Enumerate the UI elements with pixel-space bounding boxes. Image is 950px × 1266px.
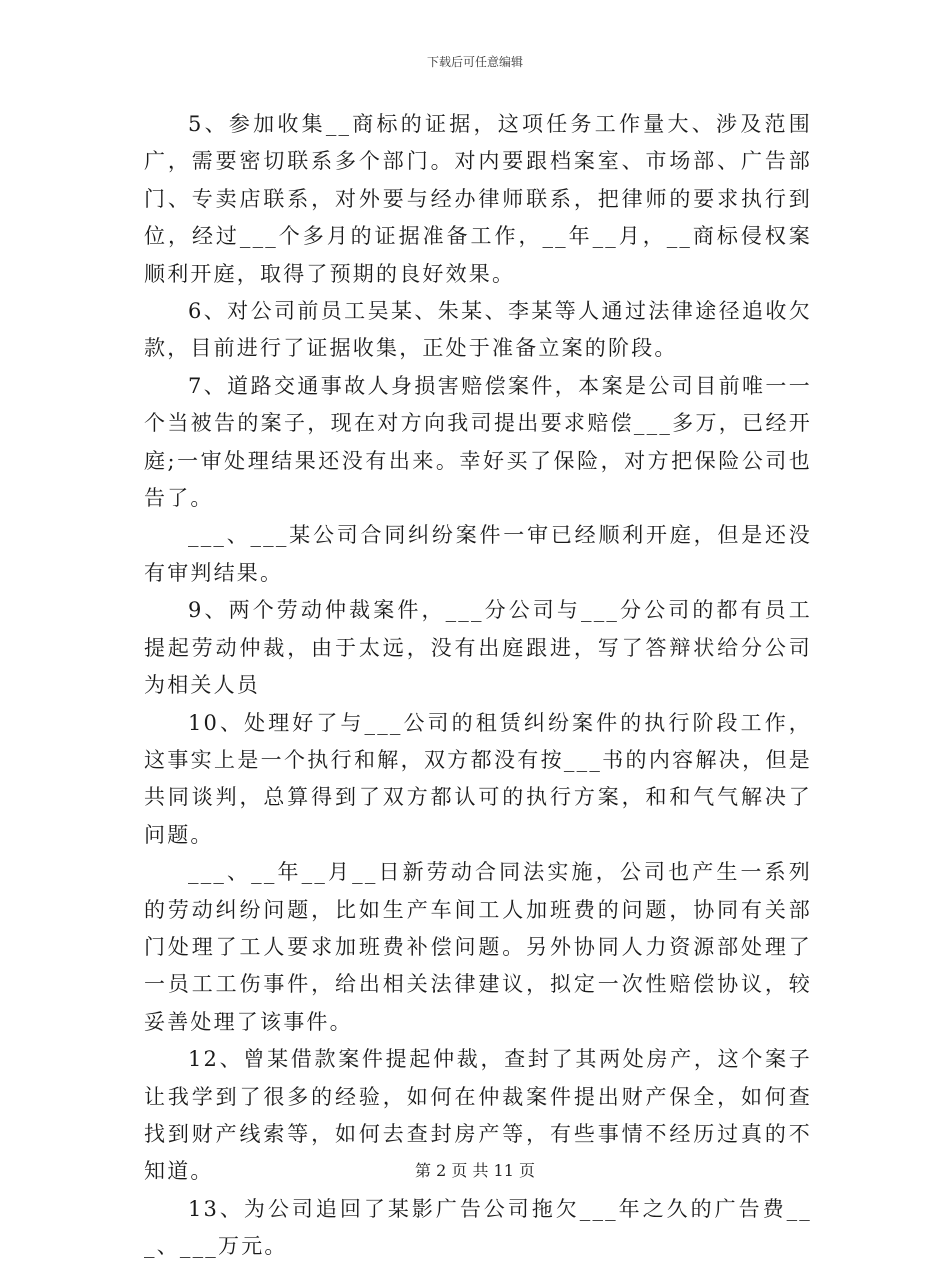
paragraph-item-8: ___、___某公司合同纠纷案件一审已经顺利开庭，但是还没有审判结果。 <box>144 523 812 585</box>
paragraph-item-11: ___、__年__月__日新劳动合同法实施，公司也产生一系列的劳动纠纷问题，比如生产车间工人加班费的问题，协同有关部门处理了工人要求加班费补偿问题。另外协同人力资源部处理了一员工工伤事件，给出相关法律建议，拟定一次性赔偿协议，较妥善处理了该事件。 <box>144 860 812 1034</box>
paragraph-item-9: 9、两个劳动仲裁案件，___分公司与___分公司的都有员工提起劳动仲裁，由于太远，没有出庭跟进，写了答辩状给分公司为相关人员 <box>144 598 812 698</box>
paragraph-item-5: 5、参加收集__商标的证据，这项任务工作量大、涉及范围广，需要密切联系多个部门。对内要跟档案室、市场部、广告部门、专卖店联系，对外要与经办律师联系，把律师的要求执行到位，经过___个多月的证据准备工作，__年__月，__商标侵权案顺利开庭，取得了预期的良好效果。 <box>144 112 812 286</box>
page-indicator: 第 2 页 共 11 页 <box>415 1161 535 1180</box>
paragraph-item-12: 12、曾某借款案件提起仲裁，查封了其两处房产，这个案子让我学到了很多的经验，如何在仲裁案件提出财产保全，如何查找到财产线索等，如何去查封房产等，有些事情不经历过真的不知道。 <box>144 1047 812 1184</box>
header-note: 下载后可任意编辑 <box>426 55 523 69</box>
paragraph-item-10: 10、处理好了与___公司的租赁纠纷案件的执行阶段工作，这事实上是一个执行和解，双方都没有按___书的内容解决，但是共同谈判，总算得到了双方都认可的执行方案，和和气气解决了问题。 <box>144 710 812 847</box>
document-body <box>144 106 812 1266</box>
paragraph-item-13: 13、为公司追回了某影广告公司拖欠___年之久的广告费___、___万元。 <box>144 1196 812 1259</box>
paragraph-item-7: 7、道路交通事故人身损害赔偿案件，本案是公司目前唯一一个当被告的案子，现在对方向我司提出要求赔偿___多万，已经开庭;一审处理结果还没有出来。幸好买了保险，对方把保险公司也告了。 <box>144 373 812 511</box>
paragraph-item-6: 6、对公司前员工吴某、朱某、李某等人通过法律途径追收欠款，目前进行了证据收集，正处于准备立案的阶段。 <box>144 299 812 361</box>
